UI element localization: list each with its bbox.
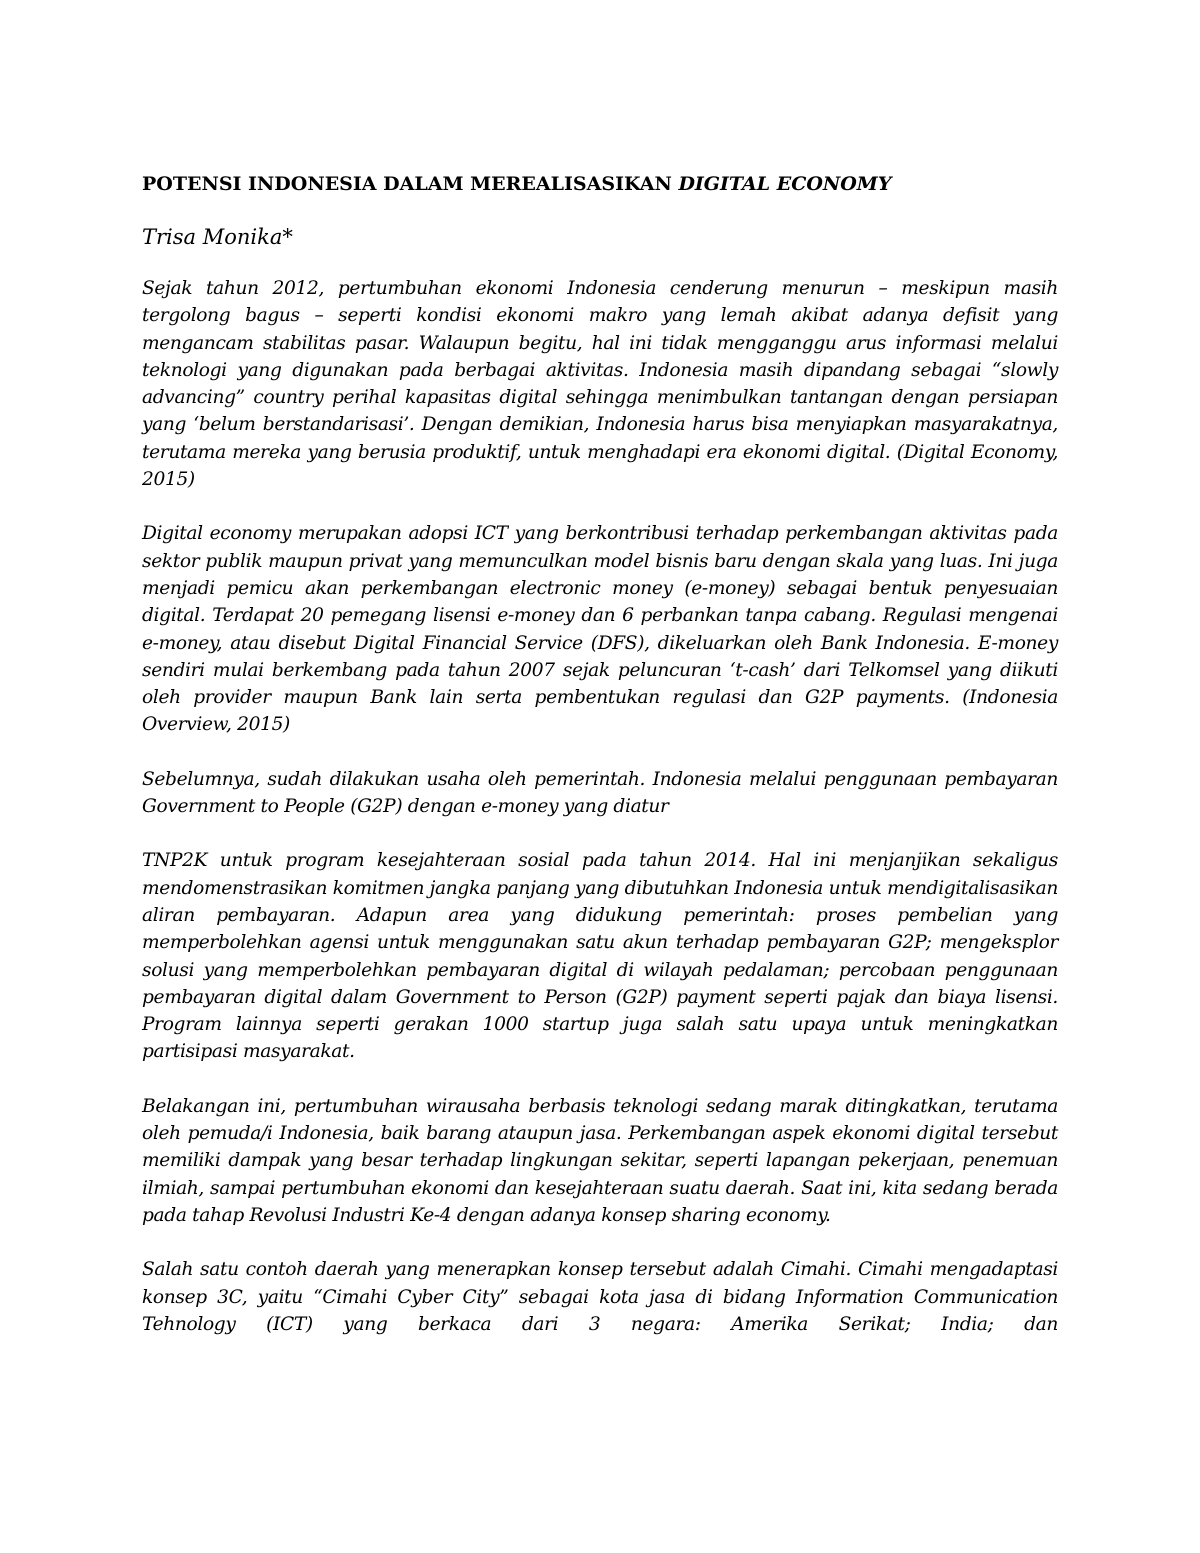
paragraph-5: Belakangan ini, pertumbuhan wirausaha berbasis teknologi sedang marak ditingkatkan, terutama oleh pemuda/i Indonesia, baik barang ataupun jasa. Perkembangan aspek ekonomi digital tersebut memiliki dampak yang besar terhadap lingkungan sekitar, seperti lapangan pekerjaan, penemuan ilmiah, sampai pertumbuhan ekonomi dan kesejahteraan suatu daerah. Saat ini, kita sedang berada pada tahap Revolusi Industri Ke-4 dengan adanya konsep sharing economy. (142, 1095, 1058, 1226)
paragraph-6: Salah satu contoh daerah yang menerapkan konsep tersebut adalah Cimahi. Cimahi mengadaptasi konsep 3C, yaitu “Cimahi Cyber City” sebagai kota jasa di bidang Information Communication Tehnology (ICT) yang berkaca dari 3 negara: Amerika Serikat; India; dan (142, 1259, 1058, 1335)
paragraph-4: TNP2K untuk program kesejahteraan sosial pada tahun 2014. Hal ini menjanjikan sekaligus mendomenstrasikan komitmen jangka panjang yang dibutuhkan Indonesia untuk mendigitalisasikan aliran pembayaran. Adapun area yang didukung pemerintah: proses pembelian yang memperbolehkan agensi untuk menggunakan satu akun terhadap pembayaran G2P; mengeksplor solusi yang memperbolehkan pembayaran digital di wilayah pedalaman; percobaan penggunaan pembayaran digital dalam Government to Person (G2P) payment seperti pajak dan biaya lisensi. Program lainnya seperti gerakan 1000 startup juga salah satu upaya untuk meningkatkan partisipasi masyarakat. (142, 850, 1058, 1063)
paragraph-2: Digital economy merupakan adopsi ICT yang berkontribusi terhadap perkembangan aktivitas pada sektor publik maupun privat yang memunculkan model bisnis baru dengan skala yang luas. Ini juga menjadi pemicu akan perkembangan electronic money (e-money) sebagai bentuk penyesuaian digital. Terdapat 20 pemegang lisensi e-money dan 6 perbankan tanpa cabang. Regulasi mengenai e-money, atau disebut Digital Financial Service (DFS), dikeluarkan oleh Bank Indonesia. E-money sendiri mulai berkembang pada tahun 2007 sejak peluncuran ‘t-cash’ dari Telkomsel yang diikuti oleh provider maupun Bank lain serta pembentukan regulasi dan G2P payments. (Indonesia Overview, 2015) (142, 523, 1058, 736)
paragraph-1: Sejak tahun 2012, pertumbuhan ekonomi Indonesia cenderung menurun – meskipun masih tergolong bagus – seperti kondisi ekonomi makro yang lemah akibat adanya defisit yang mengancam stabilitas pasar. Walaupun begitu, hal ini tidak mengganggu arus informasi melalui teknologi yang digunakan pada berbagai aktivitas. Indonesia masih dipandang sebagai “slowly advancing” country perihal kapasitas digital sehingga menimbulkan tantangan dengan persiapan yang ‘belum berstandarisasi’. Dengan demikian, Indonesia harus bisa menyiapkan masyarakatnya, terutama mereka yang berusia produktif, untuk menghadapi era ekonomi digital. (Digital Economy, 2015) (142, 278, 1058, 491)
document-body (142, 166, 1058, 1338)
document-title (142, 166, 1058, 202)
author-name: Trisa Monika* (142, 225, 293, 249)
title-italic-text: DIGITAL ECONOMY (678, 173, 892, 195)
paragraph-3: Sebelumnya, sudah dilakukan usaha oleh pemerintah. Indonesia melalui penggunaan pembayaran Government to People (G2P) dengan e-money yang diatur (142, 768, 1058, 818)
title-main-text: POTENSI INDONESIA DALAM MEREALISASIKAN (142, 173, 679, 195)
